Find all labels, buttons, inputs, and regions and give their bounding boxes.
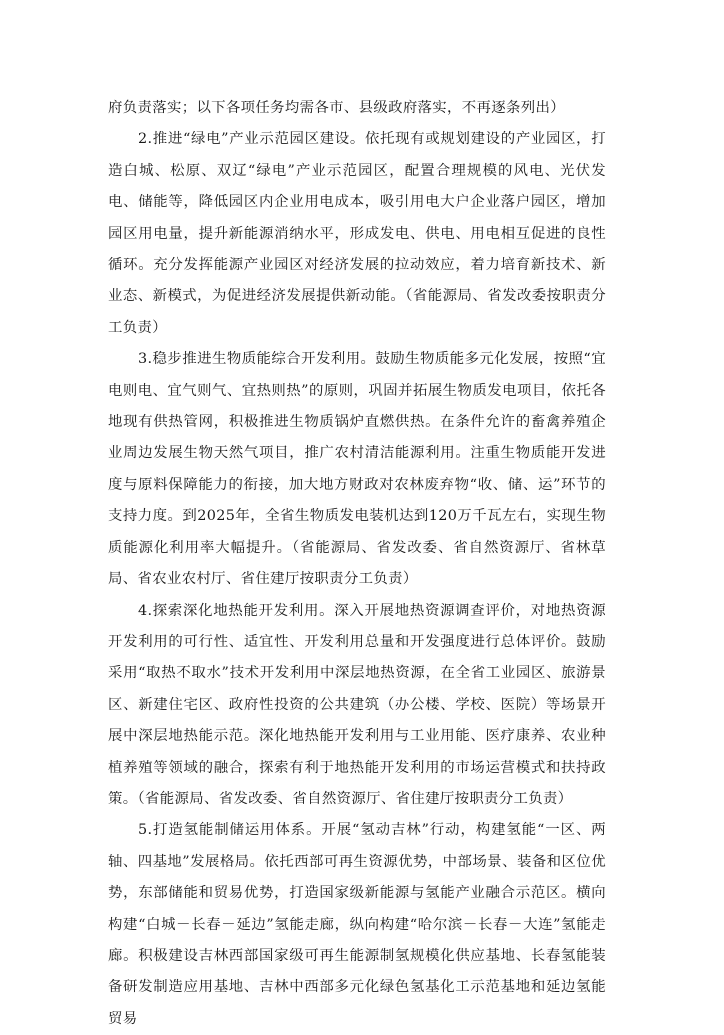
paragraph-item-2-green-power-park: 2.推进“绿电”产业示范园区建设。依托现有或规划建设的产业园区，打造白城、松原、双辽“绿电”产业示范园区，配置合理规模的风电、光伏发电、储能等，降低园区内企业用电成本，吸引用电大户企业落户园区，增加园区用电量，提升新能源消纳水平，形成发电、供电、用电相互促进的良性循环。充分发挥能源产业园区对经济发展的拉动效应，着力培育新技术、新业态、新模式，为促进经济发展提供新动能。（省能源局、省发改委按职责分工负责） [108,131,606,336]
paragraph-item-4-geothermal-energy: 4.探索深化地热能开发利用。深入开展地热资源调查评价，对地热资源开发利用的可行性、适宜性、开发利用总量和开发强度进行总体评价。鼓励采用“取热不取水”技术开发利用中深层地热资源，在全省工业园区、旅游景区、新建住宅区、政府性投资的公共建筑（办公楼、学校、医院）等场景开展中深层地热能示范。深化地热能开发利用与工业用能、医疗康养、农业种植养殖等领域的融合，探索有利于地热能开发利用的市场运营模式和扶持政策。（省能源局、省发改委、省自然资源厅、省住建厅按职责分工负责） [108,602,606,807]
paragraph-item-3-biomass-energy: 3.稳步推进生物质能综合开发利用。鼓励生物质能多元化发展，按照“宜电则电、宜气则气、宜热则热”的原则，巩固并拓展生物质发电项目，依托各地现有供热管网，积极推进生物质锅炉直燃供热。在条件允许的畜禽养殖企业周边发展生物天然气项目，推广农村清洁能源利用。注重生物质能开发进度与原料保障能力的衔接，加大地方财政对农林废弃物“收、储、运”环节的支持力度。到2025年，全省生物质发电装机达到120万千瓦左右，实现生物质能源化利用率大幅提升。（省能源局、省发改委、省自然资源厅、省林草局、省农业农村厅、省住建厅按职责分工负责） [108,351,606,588]
paragraph-continuation: 府负责落实；以下各项任务均需各市、县级政府落实，不再逐条列出） [108,100,565,116]
paragraph-item-5-hydrogen-system: 5.打造氢能制储运用体系。开展“氢动吉林”行动，构建氢能“一区、两轴、四基地”发展格局。依托西部可再生资源优势，中部场景、装备和区位优势，东部储能和贸易优势，打造国家级新能源与氢能产业融合示范区。横向构建“白城－长春－延边”氢能走廊，纵向构建“哈尔滨－长春－大连”氢能走廊。积极建设吉林西部国家级可再生能源制氢规模化供应基地、长春氢能装备研发制造应用基地、吉林中西部多元化绿色氢基化工示范基地和延边氢能贸易 [108,822,606,1027]
document-body [108,93,606,1035]
